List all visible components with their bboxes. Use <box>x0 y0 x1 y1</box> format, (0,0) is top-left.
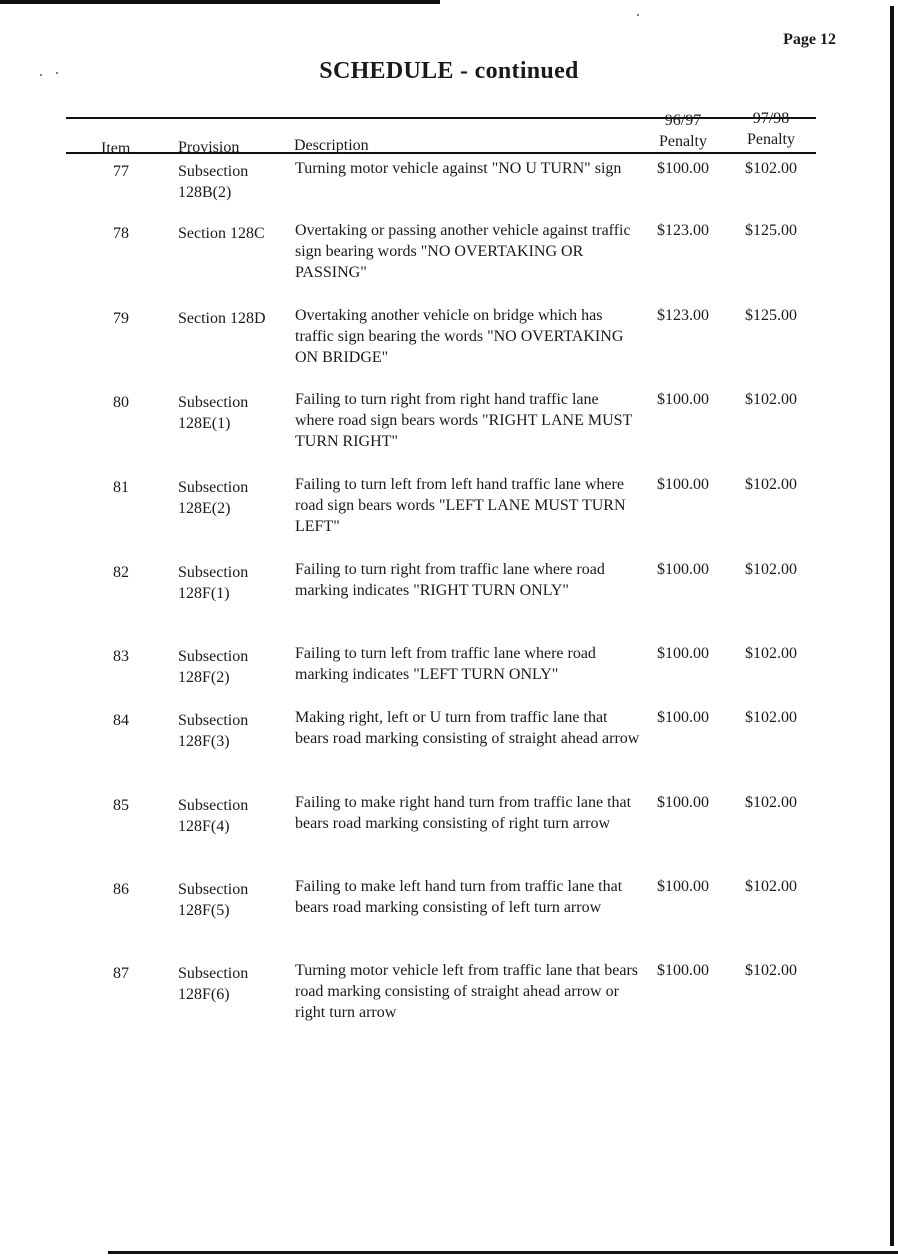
scan-border-top <box>0 0 440 4</box>
row-penalty-9697: $100.00 <box>657 561 709 578</box>
row-provision: Subsection 128F(2) <box>178 648 249 686</box>
row-penalty-9798: $102.00 <box>745 878 797 895</box>
page-number: Page 12 <box>783 31 836 48</box>
row-provision: Subsection 128F(3) <box>178 712 249 750</box>
row-provision: Subsection 128F(4) <box>178 797 249 835</box>
row-penalty-9697: $100.00 <box>657 645 709 662</box>
header-penalty-label-9697: Penalty <box>659 133 707 150</box>
row-item-number: 85 <box>113 797 129 814</box>
row-provision: Subsection 128B(2) <box>178 163 249 201</box>
row-penalty-9697: $100.00 <box>657 962 709 979</box>
header-item: Item <box>101 140 131 157</box>
row-penalty-9697: $100.00 <box>657 476 709 493</box>
row-penalty-9798: $102.00 <box>745 645 797 662</box>
row-penalty-9798: $102.00 <box>745 962 797 979</box>
row-provision: Section 128D <box>178 310 266 327</box>
row-description: Overtaking or passing another vehicle against traffic sign bearing words "NO OVERTAKING OR PASSING" <box>295 222 631 281</box>
row-penalty-9697: $100.00 <box>657 160 709 177</box>
row-penalty-9798: $102.00 <box>745 794 797 811</box>
header-description: Description <box>294 137 369 154</box>
row-penalty-9798: $102.00 <box>745 561 797 578</box>
scan-border-bottom <box>108 1251 898 1254</box>
header-year-9798: 97/98 <box>752 110 790 127</box>
row-item-number: 83 <box>113 648 129 665</box>
row-description: Overtaking another vehicle on bridge which has traffic sign bearing the words "NO OVERTAKING ON BRIDGE" <box>295 307 624 366</box>
row-description: Turning motor vehicle left from traffic lane that bears road marking consisting of straight ahead arrow or right turn arrow <box>295 962 639 1021</box>
row-penalty-9697: $123.00 <box>657 222 709 239</box>
row-description: Failing to make right hand turn from traffic lane that bears road marking consisting of right turn arrow <box>295 794 632 832</box>
row-description: Failing to turn right from traffic lane where road marking indicates "RIGHT TURN ONLY" <box>295 561 605 599</box>
header-year-9697: 96/97 <box>664 112 702 129</box>
row-penalty-9798: $102.00 <box>745 160 797 177</box>
row-provision: Subsection 128E(1) <box>178 394 249 432</box>
row-item-number: 87 <box>113 965 129 982</box>
row-penalty-9798: $102.00 <box>745 476 797 493</box>
row-description: Failing to turn right from right hand traffic lane where road sign bears words "RIGHT LANE MUST TURN RIGHT" <box>295 391 632 450</box>
row-penalty-9798: $125.00 <box>745 222 797 239</box>
row-penalty-9697: $100.00 <box>657 878 709 895</box>
row-item-number: 84 <box>113 712 129 729</box>
row-provision: Subsection 128F(6) <box>178 965 249 1003</box>
row-description: Failing to turn left from left hand traffic lane where road sign bears words "LEFT LANE MUST TURN LEFT" <box>295 476 626 535</box>
row-item-number: 78 <box>113 225 129 242</box>
page-title: SCHEDULE - continued <box>319 58 579 84</box>
row-provision: Subsection 128F(5) <box>178 881 249 919</box>
row-penalty-9697: $123.00 <box>657 307 709 324</box>
row-item-number: 80 <box>113 394 129 411</box>
header-penalty-label-9798: Penalty <box>747 131 795 148</box>
row-item-number: 82 <box>113 564 129 581</box>
row-provision: Subsection 128E(2) <box>178 479 249 517</box>
row-item-number: 81 <box>113 479 129 496</box>
row-penalty-9697: $100.00 <box>657 794 709 811</box>
row-penalty-9798: $102.00 <box>745 709 797 726</box>
row-description: Failing to turn left from traffic lane where road marking indicates "LEFT TURN ONLY" <box>295 645 596 683</box>
row-penalty-9697: $100.00 <box>657 391 709 408</box>
row-penalty-9697: $100.00 <box>657 709 709 726</box>
row-description: Making right, left or U turn from traffic lane that bears road marking consisting of straight ahead arrow <box>295 709 640 747</box>
row-penalty-9798: $102.00 <box>745 391 797 408</box>
row-provision: Subsection 128F(1) <box>178 564 249 602</box>
header-provision: Provision <box>178 139 240 156</box>
header-penalty-9697 <box>642 110 724 152</box>
row-description: Turning motor vehicle against "NO U TURN" sign <box>295 160 622 177</box>
scan-speck <box>637 14 639 16</box>
row-item-number: 86 <box>113 881 129 898</box>
row-item-number: 79 <box>113 310 129 327</box>
row-item-number: 77 <box>113 163 129 180</box>
row-penalty-9798: $125.00 <box>745 307 797 324</box>
scan-border-right <box>890 6 894 1246</box>
header-penalty-9798 <box>730 108 812 150</box>
row-provision: Section 128C <box>178 225 265 242</box>
row-description: Failing to make left hand turn from traffic lane that bears road marking consisting of left turn arrow <box>295 878 623 916</box>
